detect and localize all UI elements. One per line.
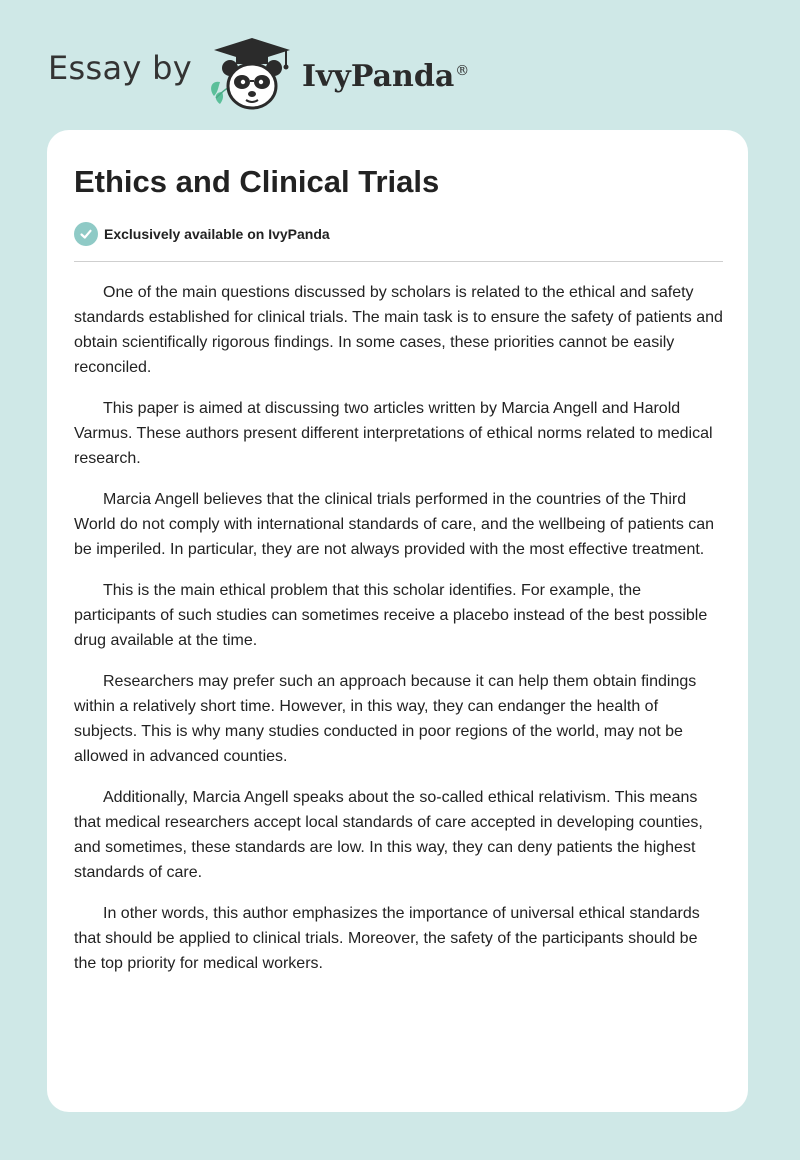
paragraph: Researchers may prefer such an approach because it can help them obtain findings within a relatively short time. However, in this way, they can endanger the health of subjects. This is why many studies conducted in poor regions of the world, may not be allowed in advanced counties. bbox=[74, 673, 697, 765]
page-title: Ethics and Clinical Trials bbox=[74, 164, 440, 199]
paragraph: This paper is aimed at discussing two articles written by Marcia Angell and Harold Varmus. These authors present different interpretations of ethical norms related to medical research. bbox=[74, 400, 713, 467]
paragraph: One of the main questions discussed by scholars is related to the ethical and safety standards established for clinical trials. The main task is to ensure the safety of patients and obtain scientifically rigorous findings. In some cases, these priorities cannot be easily reconciled. bbox=[74, 284, 723, 376]
brand-name[interactable]: IvyPanda® bbox=[301, 58, 470, 94]
brand-prefix: Essay by bbox=[48, 49, 192, 87]
badge-label: Exclusively available on IvyPanda bbox=[104, 226, 330, 242]
paragraph: Additionally, Marcia Angell speaks about the so-called ethical relativism. This means that medical researchers accept local standards of care accepted in developing counties, and sometimes, these standards are low. In this way, they can deny patients the highest standards of care. bbox=[74, 789, 703, 881]
registered-mark: ® bbox=[455, 62, 470, 79]
paragraph: This is the main ethical problem that this scholar identifies. For example, the participants of such studies can sometimes receive a placebo instead of the best possible drug available at the time. bbox=[74, 582, 708, 649]
divider bbox=[74, 261, 723, 262]
paragraph: Marcia Angell believes that the clinical trials performed in the countries of the Third World do not comply with international standards of care, and the wellbeing of patients can be imperiled. In particular, they are not always provided with the most effective treatment. bbox=[74, 491, 715, 558]
site-header bbox=[48, 34, 469, 114]
exclusive-badge bbox=[74, 222, 330, 246]
paragraph: In other words, this author emphasizes the importance of universal ethical standards that should be applied to clinical trials. Moreover, the safety of the participants should be the top priority for medical workers. bbox=[74, 905, 700, 972]
article-card bbox=[47, 130, 748, 1112]
check-icon bbox=[74, 222, 98, 246]
article-body bbox=[74, 280, 723, 992]
panda-graduate-icon[interactable] bbox=[206, 34, 298, 114]
